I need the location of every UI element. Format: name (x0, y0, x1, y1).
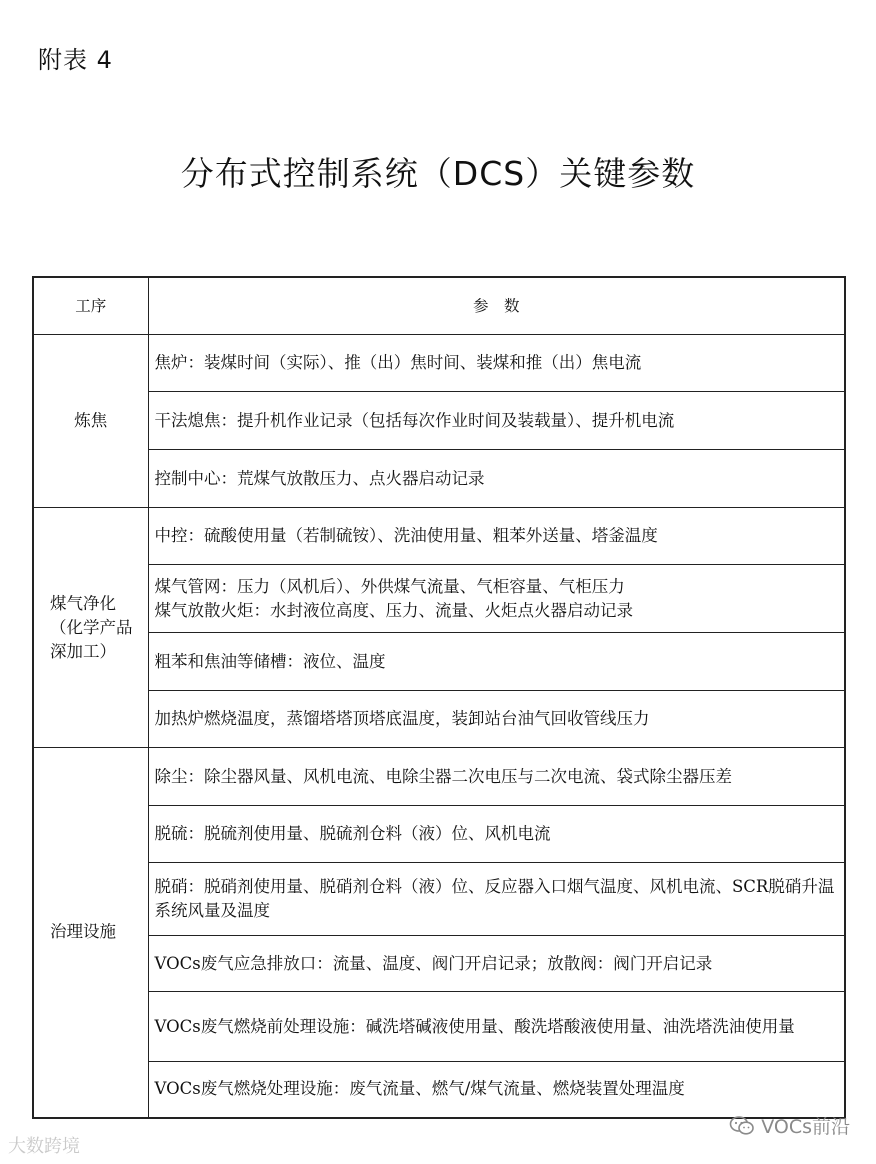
watermark-left-text: 大数跨境 (8, 1136, 80, 1157)
wechat-icon (729, 1115, 755, 1137)
process-line: （化学产品 (50, 617, 133, 637)
header-parameters: 参 数 (148, 277, 845, 335)
param-cell: 脱硝：脱硝剂使用量、脱硝剂仓料（液）位、反应器入口烟气温度、风机电流、SCR脱硝升温系统风量及温度 (148, 863, 845, 936)
table-row (33, 508, 845, 565)
watermark-left (8, 1132, 80, 1158)
header-process: 工序 (33, 277, 148, 335)
table-row (33, 748, 845, 806)
table-row (33, 565, 845, 633)
param-cell: 脱硫：脱硫剂使用量、脱硫剂仓料（液）位、风机电流 (148, 806, 845, 863)
param-cell: 干法熄焦：提升机作业记录（包括每次作业时间及装载量）、提升机电流 (148, 392, 845, 450)
table-row (33, 806, 845, 863)
process-line: 煤气净化 (50, 593, 116, 613)
process-gas-purification (33, 508, 148, 748)
param-cell: 焦炉：装煤时间（实际）、推（出）焦时间、装煤和推（出）焦电流 (148, 335, 845, 392)
param-cell: 除尘：除尘器风量、风机电流、电除尘器二次电压与二次电流、袋式除尘器压差 (148, 748, 845, 806)
process-coking: 炼焦 (33, 335, 148, 508)
param-cell: 控制中心：荒煤气放散压力、点火器启动记录 (148, 450, 845, 508)
param-cell: 加热炉燃烧温度，蒸馏塔塔顶塔底温度，装卸站台油气回收管线压力 (148, 691, 845, 748)
param-line: 煤气放散火炬：水封液位高度、压力、流量、火炬点火器启动记录 (154, 600, 633, 620)
table-header-row (33, 277, 845, 335)
param-cell: VOCs废气燃烧前处理设施：碱洗塔碱液使用量、酸洗塔酸液使用量、油洗塔洗油使用量 (148, 992, 845, 1062)
process-line: 深加工） (50, 641, 116, 661)
table-row (33, 450, 845, 508)
watermark-right (729, 1112, 850, 1139)
table-row (33, 936, 845, 992)
param-line: 煤气管网：压力（风机后）、外供煤气流量、气柜容量、气柜压力 (154, 576, 625, 596)
process-treatment-facilities: 治理设施 (33, 748, 148, 1118)
table-row (33, 335, 845, 392)
param-cell: VOCs废气燃烧处理设施：废气流量、燃气/煤气流量、燃烧装置处理温度 (148, 1062, 845, 1118)
table-row (33, 863, 845, 936)
document-title: 分布式控制系统（DCS）关键参数 (180, 154, 696, 193)
watermark-right-text: VOCs前沿 (761, 1116, 850, 1138)
table-row (33, 1062, 845, 1118)
table-row (33, 392, 845, 450)
param-cell (148, 565, 845, 633)
param-cell: 粗苯和焦油等储槽：液位、温度 (148, 633, 845, 691)
table-row (33, 992, 845, 1062)
table-row (33, 633, 845, 691)
table-row (33, 691, 845, 748)
param-cell: VOCs废气应急排放口：流量、温度、阀门开启记录；放散阀：阀门开启记录 (148, 936, 845, 992)
parameters-table (32, 276, 846, 1119)
param-cell: 中控：硫酸使用量（若制硫铵）、洗油使用量、粗苯外送量、塔釜温度 (148, 508, 845, 565)
appendix-label: 附表 4 (38, 46, 113, 74)
